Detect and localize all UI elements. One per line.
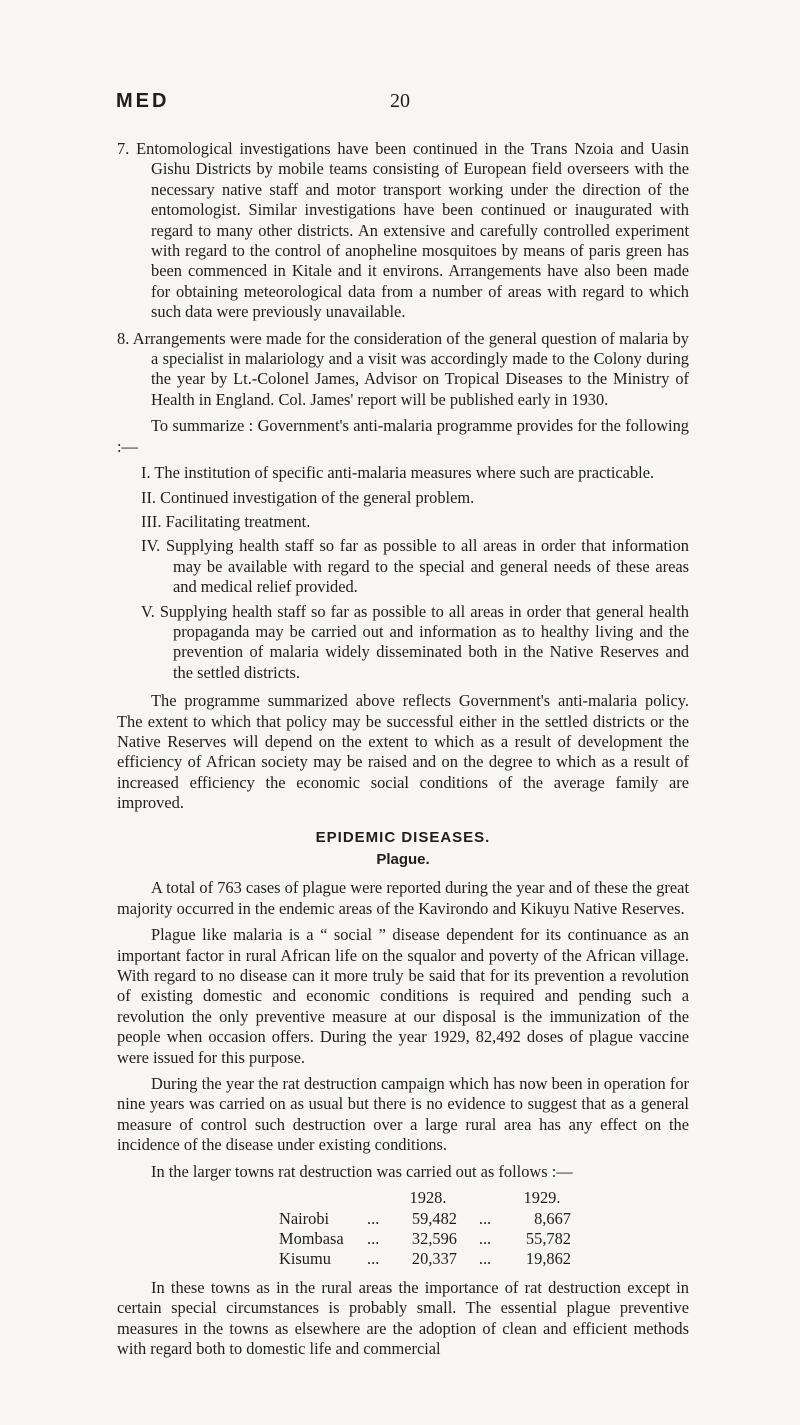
list-text: Continued investigation of the general problem.	[160, 487, 475, 507]
paragraph-text: Entomological investigations have been continued in the Trans Nzoia and Uasin Gishu Districts by mobile teams consisting of European field overseers with the necessary native staff and motor transport working under the direction of the entomologist. Similar investigations have been continued or inaugurated with regard to many other districts. An extensive and carefully controlled experiment with regard to the control of anopheline mosquitoes by means of paris green has been commenced in Kitale and it environs. Arrangements have also been made for obtaining meteorological data from a number of areas with regard to which such data were previously unavailable.	[136, 139, 689, 322]
rat-destruction-table	[279, 1188, 571, 1270]
list-item	[117, 512, 689, 532]
table-row	[279, 1209, 571, 1229]
summary-intro: To summarize : Government's anti-malaria programme provides for the following :—	[117, 416, 689, 456]
year-header: 1928.	[409, 1188, 447, 1208]
table-header-row	[279, 1188, 571, 1208]
body-text	[117, 139, 689, 1365]
page-header	[0, 90, 800, 120]
rats-1928: 20,337	[411, 1249, 457, 1269]
leader-dots: ...	[367, 1249, 380, 1269]
section-heading: EPIDEMIC DISEASES.	[315, 828, 491, 846]
rats-1929: 55,782	[525, 1228, 571, 1248]
plague-paragraph: A total of 763 cases of plague were reported during the year and of these the great majority occurred in the endemic areas of the Kavirondo and Kikuyu Native Reserves.	[117, 878, 689, 918]
leader-dots: ...	[478, 1208, 492, 1228]
list-item	[117, 602, 689, 684]
list-text: The institution of specific anti-malaria measures where such are practicable.	[154, 463, 655, 483]
rats-1929: 19,862	[525, 1249, 571, 1269]
plague-paragraph: In the larger towns rat destruction was carried out as follows :—	[151, 1161, 573, 1181]
list-number: I.	[141, 463, 151, 483]
leader-dots: ...	[367, 1228, 380, 1248]
leader-dots: ...	[367, 1208, 380, 1228]
town-name: Mombasa	[279, 1228, 344, 1248]
list-number: IV.	[141, 536, 161, 556]
leader-dots: ...	[478, 1228, 492, 1248]
subsection-heading: Plague.	[376, 851, 430, 868]
town-name: Nairobi	[279, 1208, 330, 1228]
list-number: II.	[141, 487, 157, 507]
paragraph-text: Arrangements were made for the consideration of the general question of malaria by a specialist in malariology and a visit was accordingly made to the Colony during the year by Lt.-Colonel James, Advisor on Tropical Diseases to the Ministry of Health in England. Col. James' report will be published early in 1930.	[132, 328, 689, 409]
rats-1928: 32,596	[411, 1228, 457, 1248]
numbered-paragraph	[117, 139, 689, 323]
document-code: MED	[116, 90, 170, 112]
list-number: V.	[141, 601, 155, 621]
list-number: III.	[141, 511, 162, 531]
town-name: Kisumu	[279, 1249, 331, 1269]
closing-paragraph: In these towns as in the rural areas the importance of rat destruction except in certain special circumstances is probably small. The essential plague preventive measures in the towns as elsewhere are the adoption of clean and efficient methods with regard both to domestic life and commercial	[117, 1277, 689, 1358]
numbered-paragraph	[117, 329, 689, 411]
plague-paragraph: Plague like malaria is a “ social ” disease dependent for its continuance as an important factor in rural African life on the squalor and poverty of the African village. With regard to no disease can it more truly be said that for its prevention a revolution of existing domestic and economic conditions is required and pending such a revolution the only preventive measure at our disposal is the immunization of the people when occasion offers. During the year 1929, 82,492 doses of plague vaccine were issued for this purpose.	[117, 925, 689, 1067]
list-text: Supplying health staff so far as possible to all areas in order that information may be available with regard to the special and general needs of these areas and medical relief provided.	[166, 536, 689, 597]
table-row	[279, 1249, 571, 1269]
rats-1928: 59,482	[411, 1208, 457, 1228]
list-item	[117, 488, 689, 508]
leader-dots: ...	[478, 1249, 492, 1269]
list-text: Facilitating treatment.	[165, 511, 311, 531]
paragraph-number: 8.	[117, 328, 130, 348]
page-number: 20	[390, 90, 410, 112]
plague-paragraph: During the year the rat destruction campaign which has now been in operation for nine years was carried on as usual but there is no evidence to suggest that as a general measure of control such destruction over a large rural area has any effect on the incidence of the disease under existing conditions.	[117, 1074, 689, 1155]
list-item	[117, 463, 689, 483]
table-row	[279, 1229, 571, 1249]
programme-summary: The programme summarized above reflects Government's anti-malaria policy. The extent to which that policy may be successful either in the settled districts or the Native Reserves will depend on the extent to which as a result of development the efficiency of African society may be raised and on the degree to which as a result of increased efficiency the economic social conditions of the average family are improved.	[117, 691, 689, 813]
rats-1929: 8,667	[534, 1208, 571, 1228]
programme-list	[117, 463, 689, 683]
list-text: Supplying health staff so far as possible to all areas in order that general health propaganda may be carried out and information as to healthy living and the prevention of malaria widely disseminated both in the Native Reserves and the settled districts.	[159, 601, 689, 682]
list-item	[117, 536, 689, 597]
paragraph-number: 7.	[117, 139, 130, 158]
year-header: 1929.	[523, 1188, 561, 1208]
